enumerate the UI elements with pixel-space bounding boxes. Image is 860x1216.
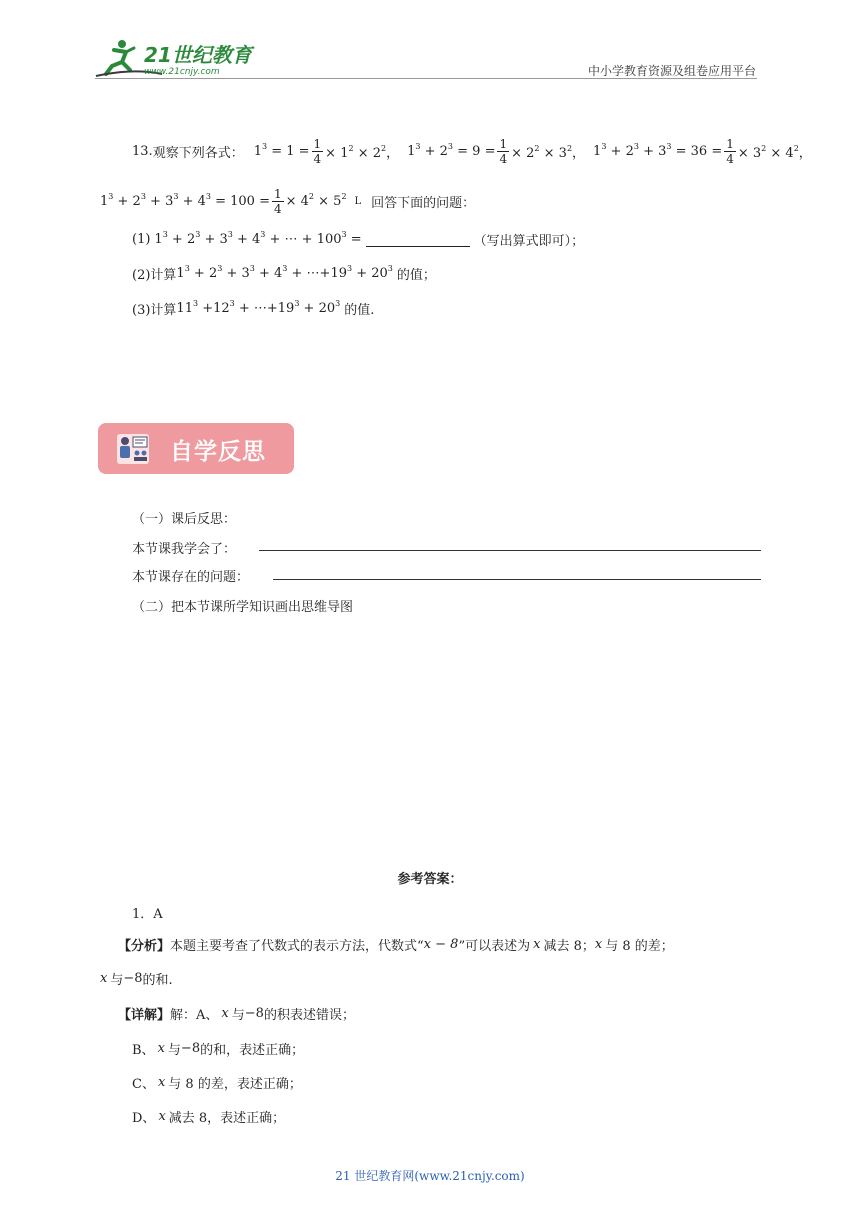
reflection-issues-label: 本节课存在的问题： bbox=[132, 570, 250, 585]
q13-ellipsis: L bbox=[354, 196, 362, 207]
q13-part3: (3)计算 $11^3 +12^3$ + $\cdots+19^3 + 20^3$ 的值. bbox=[132, 299, 375, 318]
q13-intro: 观察下列各式： bbox=[152, 146, 244, 161]
reflection-learned-label: 本节课我学会了： bbox=[132, 542, 237, 557]
q13-line1: 13. 观察下列各式： $1^3 = 1$ = $\frac{1}{4}$ × $1^2 \times 2^2$， $1^3 + 2^3 = 9$ = $\frac{1}{4}$ × $2^2 \times 3^2$， $1^3 + 2^3 + 3^3 = 36$ = $\frac{1}{4}$ × $3^2 \times 4^2$， bbox=[132, 137, 812, 166]
banner-title: 自学反思 bbox=[170, 439, 266, 465]
q13-part1-hint: （写出算式即可）； bbox=[473, 234, 585, 249]
q13-prompt: 回答下面的问题： bbox=[371, 196, 476, 211]
issues-answer-line[interactable] bbox=[273, 579, 761, 580]
detail-line-c: C、 x 与 8 的差，表述正确； bbox=[132, 1075, 302, 1092]
teacher-icon bbox=[116, 433, 150, 465]
answers-title: 参考答案： bbox=[397, 872, 463, 887]
q13-part2-tail: 的值； bbox=[396, 268, 436, 283]
q13-part3-label: (3)计算 bbox=[132, 303, 177, 318]
detail-line-a: 【详解】 解：A、 x 与 −8 的积表述错误； bbox=[118, 1006, 355, 1023]
q13-line2: $1^3 + 2^3 + 3^3 + 4^3 = 100$ = $\frac{1}{4}$ × $4^2 \times 5^2$ L 回答下面的问题： bbox=[100, 187, 476, 216]
q13-answer-blank[interactable] bbox=[366, 232, 470, 247]
q13-part2: (2)计算 $1^3 + 2^3 + 3^3 + 4^3$ + $\cdots+19^3 + 20^3$ 的值； bbox=[132, 264, 436, 283]
reflection-banner bbox=[98, 423, 294, 474]
site-logo bbox=[92, 36, 262, 80]
analysis-line2: x 与 −8 的和. bbox=[100, 971, 173, 988]
reflection-item-4: （二）把本节课所学知识画出思维导图 bbox=[132, 600, 354, 615]
logo-url: www.21cnjy.com bbox=[144, 67, 220, 77]
detail-line-d: D、 x 减去 8，表述正确； bbox=[132, 1109, 286, 1126]
reflection-item-1: （一）课后反思： bbox=[132, 512, 237, 527]
analysis-line1: 【分析】 本题主要考查了代数式的表示方法，代数式“ x − 8 ”可以表述为 x 减去 8； x 与 8 的差； bbox=[118, 937, 674, 954]
learned-answer-line[interactable] bbox=[259, 550, 761, 551]
detail-label: 【详解】 bbox=[118, 1008, 171, 1023]
detail-line-b: B、 x 与 −8 的和，表述正确； bbox=[132, 1041, 305, 1058]
header-divider bbox=[95, 78, 757, 79]
footer-link[interactable]: 21 世纪教育网(www.21cnjy.com) bbox=[335, 1169, 525, 1183]
q13-part2-label: (2)计算 bbox=[132, 268, 177, 283]
answer-1: 1．A bbox=[132, 907, 163, 922]
platform-name: 中小学教育资源及组卷应用平台 bbox=[587, 64, 756, 78]
logo-title: 21世纪教育 bbox=[144, 43, 252, 67]
q13-part3-tail: 的值. bbox=[344, 303, 375, 318]
q13-part1: (1) $1^3 + 2^3 + 3^3 + 4^3$ + ⋯ + $100^3$ = （写出算式即可）； bbox=[132, 230, 585, 249]
analysis-label: 【分析】 bbox=[118, 939, 171, 954]
q13-part1-label: (1) bbox=[132, 232, 151, 247]
q13-number: 13. bbox=[132, 144, 153, 159]
